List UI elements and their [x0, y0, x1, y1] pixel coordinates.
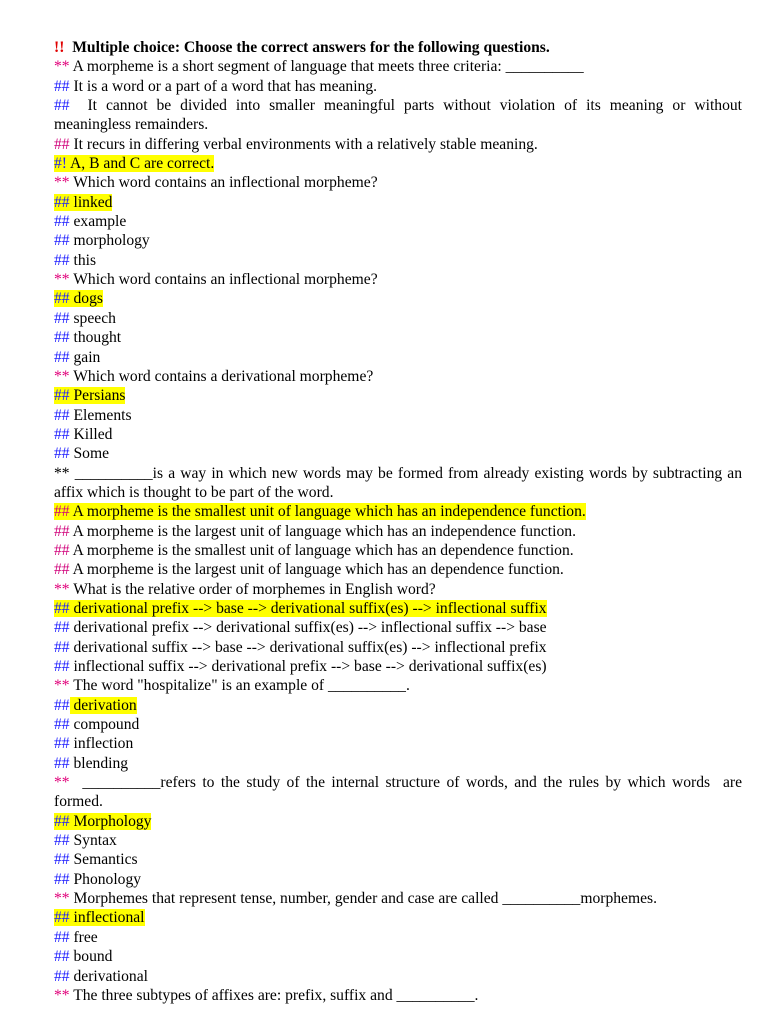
- line-marker: ##: [54, 619, 70, 637]
- line-content: [54, 639, 547, 656]
- question-line: [54, 676, 742, 695]
- line-marker: ##: [54, 812, 70, 830]
- question-line: [54, 889, 742, 908]
- question-line: [54, 367, 742, 386]
- line-marker: **: [54, 271, 70, 289]
- line-text: A morpheme is a short segment of language that meets three criteria: __________: [69, 58, 584, 76]
- line-content: [54, 697, 137, 714]
- option-line: [54, 541, 742, 560]
- line-text: The word "hospitalize" is an example of __________.: [69, 677, 410, 695]
- line-text: It recurs in differing verbal environments with a relatively stable meaning.: [69, 135, 538, 153]
- line-marker: ##: [54, 309, 70, 327]
- line-text: Morphology: [69, 812, 152, 830]
- option-line: [54, 831, 742, 850]
- line-content: [54, 600, 547, 617]
- line-marker: ##: [54, 251, 70, 269]
- option-line: [54, 309, 742, 328]
- line-text: A morpheme is the smallest unit of language which has an dependence function.: [69, 541, 574, 559]
- line-content: [54, 968, 148, 985]
- option-line: [54, 502, 742, 521]
- question-line: [54, 986, 742, 1005]
- line-text: A, B and C are correct.: [67, 155, 215, 173]
- line-marker: **: [54, 677, 70, 695]
- option-line: [54, 444, 742, 463]
- line-marker: ##: [54, 541, 70, 559]
- line-text: Elements: [69, 406, 132, 424]
- option-line: [54, 425, 742, 444]
- line-text: inflectional: [69, 909, 145, 927]
- option-line: [54, 599, 742, 618]
- line-content: [54, 658, 547, 675]
- line-text: derivational prefix --> derivational suffix(es) --> inflectional suffix --> base: [69, 619, 547, 637]
- option-line: [54, 522, 742, 541]
- line-content: [54, 774, 746, 810]
- line-marker: ##: [54, 832, 70, 850]
- option-line: [54, 560, 742, 579]
- line-marker: ##: [54, 716, 70, 734]
- option-line: [54, 618, 742, 637]
- line-text: A morpheme is the smallest unit of language which has an independence function.: [69, 503, 586, 521]
- line-content: [54, 813, 151, 830]
- line-text: inflection: [69, 735, 134, 753]
- line-text: example: [69, 213, 127, 231]
- line-content: [54, 948, 112, 965]
- line-marker: ##: [54, 503, 70, 521]
- option-line: [54, 657, 742, 676]
- line-marker: **: [54, 464, 70, 482]
- line-marker: ##: [54, 97, 70, 115]
- line-marker: ##: [54, 909, 70, 927]
- option-line: [54, 77, 742, 96]
- option-line: [54, 850, 742, 869]
- line-text: this: [69, 251, 97, 269]
- line-content: [54, 755, 128, 772]
- line-marker: **: [54, 774, 70, 792]
- line-text: Which word contains a derivational morpheme?: [69, 367, 374, 385]
- line-marker: ##: [54, 599, 70, 617]
- line-content: [54, 252, 96, 269]
- line-marker: ##: [54, 213, 70, 231]
- line-text: free: [69, 928, 98, 946]
- line-text: inflectional suffix --> derivational prefix --> base --> derivational suffix(es): [69, 658, 547, 675]
- line-text: Morphemes that represent tense, number, gender and case are called __________morphemes.: [69, 890, 657, 908]
- line-text: What is the relative order of morphemes in English word?: [69, 580, 436, 598]
- line-content: [54, 542, 574, 559]
- line-text: Which word contains an inflectional morpheme?: [69, 174, 378, 192]
- line-content: [54, 407, 132, 424]
- line-content: [54, 465, 746, 501]
- line-content: [54, 503, 586, 520]
- line-marker: ##: [54, 290, 70, 308]
- line-text: Semantics: [69, 851, 138, 869]
- line-marker: ##: [54, 870, 70, 888]
- line-marker: ##: [54, 348, 70, 366]
- line-marker: ##: [54, 77, 70, 95]
- question-line: [54, 270, 742, 289]
- question-line: [54, 464, 746, 503]
- line-text: Some: [69, 445, 110, 463]
- line-content: [54, 39, 550, 56]
- answer-line: [54, 154, 742, 173]
- line-text: Persians: [69, 387, 126, 405]
- line-marker: **: [54, 174, 70, 192]
- option-line: [54, 406, 742, 425]
- line-text: derivational suffix --> base --> derivational suffix(es) --> inflectional prefix: [69, 638, 547, 656]
- option-line: [54, 212, 742, 231]
- line-content: [54, 232, 150, 249]
- line-marker: ##: [54, 135, 70, 153]
- option-line: [54, 734, 742, 753]
- line-content: [54, 871, 141, 888]
- option-line: [54, 386, 742, 405]
- line-text: Syntax: [69, 832, 117, 850]
- line-content: [54, 58, 584, 75]
- option-line: [54, 928, 742, 947]
- option-line: [54, 947, 742, 966]
- line-content: [54, 890, 657, 907]
- question-line: [54, 773, 746, 812]
- option-line: [54, 231, 742, 250]
- line-content: [54, 349, 100, 366]
- line-content: [54, 194, 112, 211]
- line-text: Killed: [69, 425, 113, 443]
- line-content: [54, 310, 116, 327]
- line-marker: #!: [54, 155, 67, 173]
- line-marker: ##: [54, 561, 70, 579]
- line-marker: ##: [54, 754, 70, 772]
- option-line: [54, 328, 742, 347]
- option-line: [54, 696, 742, 715]
- line-content: [54, 929, 98, 946]
- option-line: [54, 96, 746, 135]
- line-content: [54, 271, 378, 288]
- line-marker: ##: [54, 425, 70, 443]
- line-content: [54, 832, 117, 849]
- option-line: [54, 193, 742, 212]
- option-line: [54, 967, 742, 986]
- line-marker: **: [54, 986, 70, 1004]
- line-marker: ##: [54, 851, 70, 869]
- line-content: [54, 581, 436, 598]
- line-text: __________is a way in which new words may be formed from already existing words by subtracting an affix which is thought to be part of the word.: [54, 464, 746, 501]
- line-marker: ##: [54, 658, 70, 675]
- option-line: [54, 289, 742, 308]
- line-text: derivational prefix --> base --> derivational suffix(es) --> inflectional suffix: [69, 599, 547, 617]
- line-content: [54, 987, 478, 1004]
- line-text: It cannot be divided into smaller meaningful parts without violation of its meaning or without meaningless remainders.: [54, 97, 746, 134]
- line-content: [54, 368, 373, 385]
- section-heading: [54, 38, 742, 57]
- line-content: [54, 909, 145, 926]
- question-line: [54, 580, 742, 599]
- line-content: [54, 155, 214, 172]
- line-content: [54, 213, 126, 230]
- line-text: linked: [69, 193, 113, 211]
- line-content: [54, 677, 410, 694]
- line-marker: **: [54, 58, 70, 76]
- option-line: [54, 135, 742, 154]
- line-content: [54, 735, 133, 752]
- line-marker: ##: [54, 948, 70, 966]
- line-marker: ##: [54, 445, 70, 463]
- line-text: A morpheme is the largest unit of language which has an dependence function.: [69, 561, 564, 579]
- line-content: [54, 136, 538, 153]
- line-text: derivation: [69, 696, 137, 714]
- line-content: [54, 387, 125, 404]
- line-marker: ##: [54, 406, 70, 424]
- line-text: speech: [69, 309, 116, 327]
- question-line: [54, 57, 742, 76]
- line-marker: **: [54, 580, 70, 598]
- line-marker: ##: [54, 387, 70, 405]
- line-marker: ##: [54, 329, 70, 347]
- option-line: [54, 251, 742, 270]
- option-line: [54, 908, 742, 927]
- question-line: [54, 173, 742, 192]
- option-line: [54, 348, 742, 367]
- line-content: [54, 97, 746, 133]
- line-marker: ##: [54, 967, 70, 985]
- line-text: thought: [69, 329, 122, 347]
- line-marker: **: [54, 367, 70, 385]
- line-text: A morpheme is the largest unit of language which has an independence function.: [69, 522, 576, 540]
- line-text: blending: [69, 754, 129, 772]
- line-content: [54, 78, 377, 95]
- option-line: [54, 715, 742, 734]
- line-marker: ##: [54, 696, 70, 714]
- option-line: [54, 754, 742, 773]
- line-marker: ##: [54, 928, 70, 946]
- line-marker: ##: [54, 638, 70, 656]
- line-text: gain: [69, 348, 101, 366]
- line-content: [54, 523, 576, 540]
- line-marker: ##: [54, 735, 70, 753]
- line-content: [54, 619, 547, 636]
- line-text: The three subtypes of affixes are: prefix, suffix and __________.: [69, 986, 479, 1004]
- line-marker: ##: [54, 193, 70, 211]
- line-content: [54, 851, 138, 868]
- line-text: dogs: [69, 290, 103, 308]
- line-text: bound: [69, 948, 113, 966]
- line-content: [54, 329, 121, 346]
- option-line: [54, 870, 742, 889]
- line-text: Phonology: [69, 870, 142, 888]
- line-text: It is a word or a part of a word that has meaning.: [69, 77, 378, 95]
- option-line: [54, 638, 742, 657]
- line-content: [54, 561, 564, 578]
- line-content: [54, 426, 112, 443]
- line-content: [54, 174, 378, 191]
- line-marker: **: [54, 890, 70, 908]
- line-marker: ##: [54, 232, 70, 250]
- line-text: Which word contains an inflectional morpheme?: [69, 271, 378, 289]
- option-line: [54, 812, 742, 831]
- line-text: Multiple choice: Choose the correct answers for the following questions.: [64, 39, 550, 56]
- line-content: [54, 716, 139, 733]
- line-content: [54, 445, 109, 462]
- line-text: morphology: [69, 232, 150, 250]
- line-text: derivational: [69, 967, 148, 985]
- line-marker: !!: [54, 39, 65, 56]
- line-text: compound: [69, 716, 140, 734]
- document-body: [54, 38, 746, 1005]
- line-text: __________refers to the study of the internal structure of words, and the rules by which words are formed.: [54, 774, 746, 811]
- line-marker: ##: [54, 522, 70, 540]
- line-content: [54, 290, 103, 307]
